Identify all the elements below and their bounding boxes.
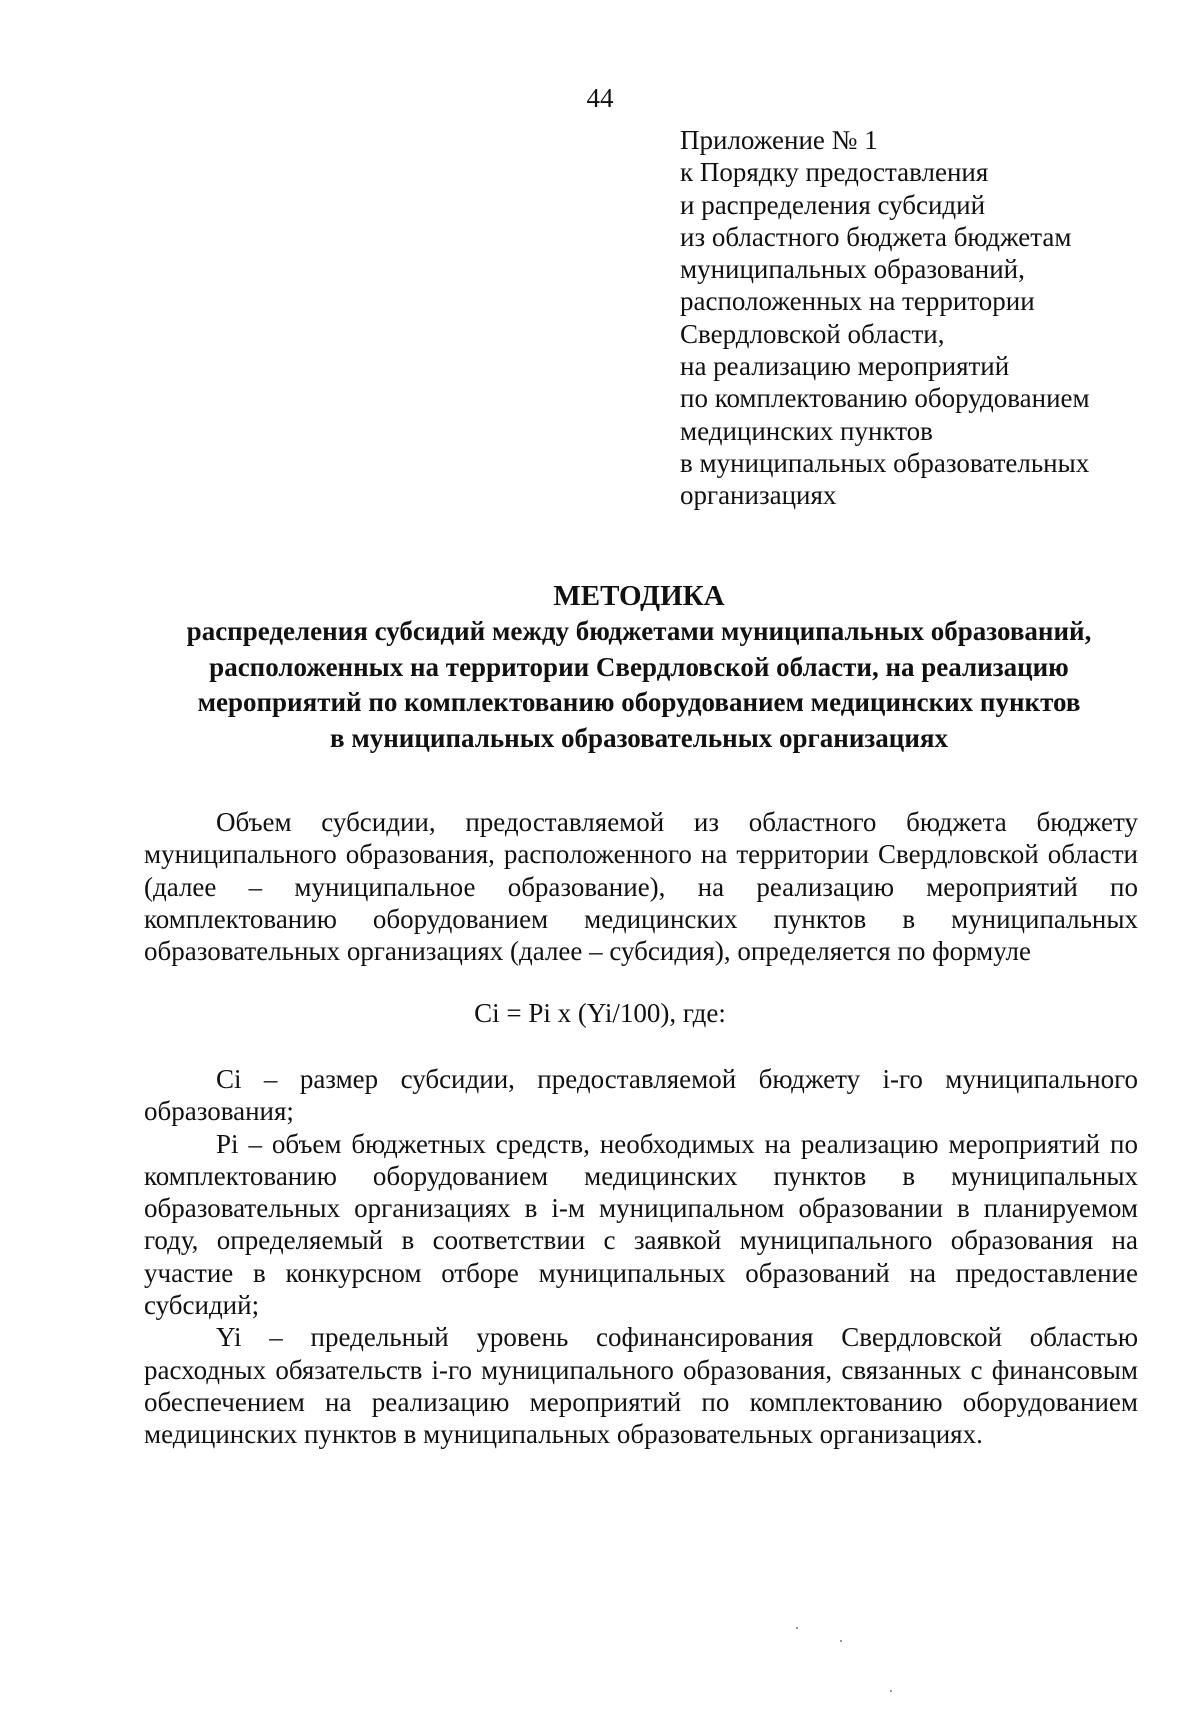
scan-artifact (840, 1640, 842, 1642)
scan-artifact (890, 1690, 892, 1692)
appendix-reference (680, 124, 1180, 512)
appendix-line: по комплектованию оборудованием (680, 383, 1090, 414)
appendix-line: Свердловской области, (680, 318, 945, 349)
appendix-line: медицинских пунктов (680, 415, 933, 446)
definitions-section (144, 1063, 1138, 1451)
document-subtitle-line: мероприятий по комплектованию оборудованием медицинских пунктов (197, 687, 1081, 717)
appendix-line: расположенных на территории (680, 286, 1035, 317)
appendix-line: в муниципальных образовательных (680, 447, 1090, 478)
definition-pi: Pi – объем бюджетных средств, необходимых на реализацию мероприятий по комплектованию оборудованием медицинских пунктов в муниципальных образовательных организациях в i-м муниципальном образовании в планируемом году, определяемый в соответствии с заявкой муниципального образования на участие в конкурсном отборе муниципальных образований на предоставление субсидий; (144, 1128, 1138, 1321)
appendix-line: из областного бюджета бюджетам (680, 221, 1072, 252)
appendix-line: организациях (680, 480, 837, 511)
definition-yi: Yi – предельный уровень софинансирования Свердловской областью расходных обязательств i-го муниципального образования, связанных с финансовым обеспечением на реализацию мероприятий по комплектованию оборудованием медицинских пунктов в муниципальных образовательных организациях. (144, 1322, 1138, 1450)
document-title: МЕТОДИКА (553, 580, 725, 612)
appendix-line: на реализацию мероприятий (680, 351, 1010, 382)
formula: Ci = Pi x (Yi/100), где: (474, 998, 726, 1028)
document-subtitle-line: в муниципальных образовательных организациях (330, 722, 948, 753)
document-subtitle-line: распределения субсидий между бюджетами муниципальных образований, (186, 616, 1092, 646)
appendix-line: к Порядку предоставления (680, 157, 989, 188)
document-subtitle-line: расположенных на территории Свердловской области, на реализацию (209, 651, 1069, 682)
appendix-line: Приложение № 1 (680, 125, 878, 155)
document-heading (140, 578, 1138, 756)
appendix-line: и распределения субсидий (680, 189, 986, 220)
definition-ci: Ci – размер субсидии, предоставляемой бюджету i-го муниципального образования; (144, 1064, 1138, 1127)
appendix-line: муниципальных образований, (680, 254, 1025, 285)
page-number: 44 (586, 83, 614, 113)
intro-paragraph: Объем субсидии, предоставляемой из областного бюджета бюджету муниципального образования, расположенного на территории Свердловской области (далее – муниципальное образование), на реализацию мероприятий по комплектованию оборудованием медицинских пунктов в муниципальных образовательных организациях (далее – субсидия), определяется по формуле (144, 807, 1138, 967)
scan-artifact (796, 1627, 798, 1629)
intro-section (144, 806, 1138, 967)
